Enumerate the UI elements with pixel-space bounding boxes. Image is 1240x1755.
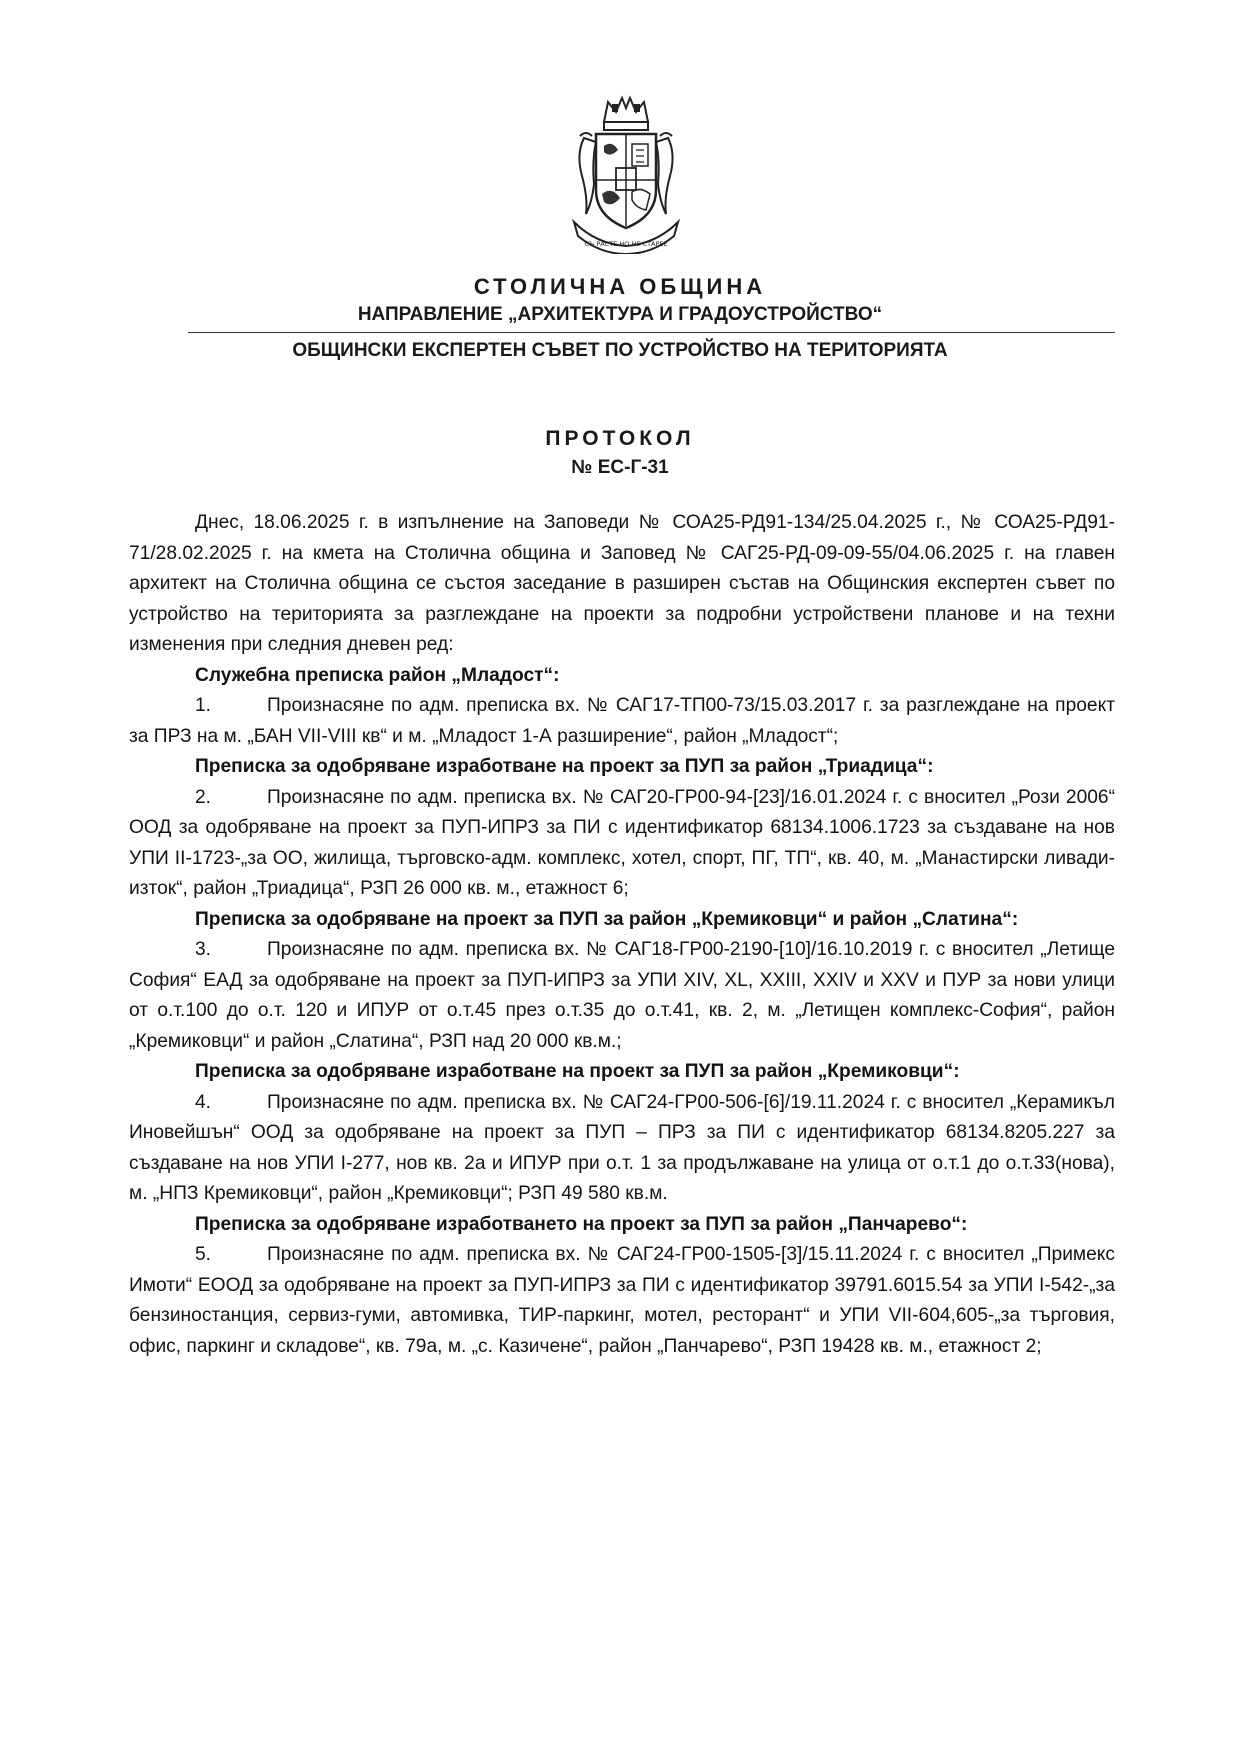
agenda-item-text: Произнасяне по адм. преписка вх. № САГ24-ГР00-1505-[3]/15.11.2024 г. с вносител „Примекс Имоти“ ЕООД за одобряване на проект за ПУП-ИПРЗ за ПИ с идентификатор 39791.6015.54 за УПИ I-542-„за бензиностанция, сервиз-гуми, автомивка, ТИР-паркинг, мотел, ресторант“ и УПИ VII-604,605-„за търговия, офис, паркинг и складове“, кв. 79а, м. „с. Казичене“, район „Панчарево“, РЗП 19428 кв. м., етажност 2; — [129, 1244, 1115, 1357]
agenda-item-text: Произнасяне по адм. преписка вх. № САГ24-ГР00-506-[6]/19.11.2024 г. с вносител „Керамикъл Иновейшън“ ООД за одобряване на проект за ПУП – ПРЗ за ПИ с идентификатор 68134.8205.227 за създаване на нов УПИ I-277, нов кв. 2а и ИПУР при о.т. 1 за продължаване на улица от о.т.1 до о.т.33(нова), м. „НПЗ Кремиковци“, район „Кремиковци“; РЗП 49 580 кв.м. — [129, 1091, 1115, 1204]
crest-motto: СЪ РАСТЕ НО НЕ СТАРЕЕ — [584, 240, 668, 248]
agenda-item-number: 5. — [195, 1244, 212, 1265]
agenda-item — [129, 1240, 1115, 1362]
agenda-item-text: Произнасяне по адм. преписка вх. № САГ20-ГР00-94-[23]/16.01.2024 г. с вносител „Рози 2006“ ООД за одобряване на проект за ПУП-ИПРЗ за ПИ с идентификатор 68134.1006.1723 за създаване на нов УПИ II-1723-„за ОО, жилища, търговско-адм. комплекс, хотел, спорт, ПГ, ТП“, кв. 40, м. „Манастирски ливади-изток“, район „Триадица“, РЗП 26 000 кв. м., етажност 6; — [129, 786, 1115, 899]
department-name: НАПРАВЛЕНИЕ „АРХИТЕКТУРА И ГРАДОУСТРОЙСТВО“ — [357, 304, 883, 325]
section-heading: Преписка за одобряване изработване на проект за ПУП за район „Триадица“: — [195, 756, 934, 777]
header-divider — [188, 332, 1115, 333]
agenda-item-number: 3. — [195, 939, 212, 960]
agenda-item — [129, 691, 1115, 752]
council-name: ОБЩИНСКИ ЕКСПЕРТЕН СЪВЕТ ПО УСТРОЙСТВО НА ТЕРИТОРИЯТА — [292, 340, 948, 361]
sofia-coat-of-arms-icon — [566, 94, 686, 254]
agenda-item-number: 4. — [195, 1091, 212, 1113]
section-heading: Преписка за одобряване на проект за ПУП за район „Кремиковци“ и район „Слатина“: — [195, 908, 1019, 930]
agenda-item — [129, 1088, 1115, 1210]
protocol-title: ПРОТОКОЛ — [545, 427, 695, 450]
protocol-number: № ЕС-Г-31 — [571, 457, 669, 478]
section-heading: Преписка за одобряване изработване на проект за ПУП за район „Кремиковци“: — [195, 1061, 960, 1082]
agenda-item-number: 2. — [195, 786, 212, 808]
organization-name: СТОЛИЧНА ОБЩИНА — [473, 274, 767, 299]
agenda-item — [129, 935, 1115, 1057]
intro-paragraph: Днес, 18.06.2025 г. в изпълнение на Заповеди № СОА25-РД91-134/25.04.2025 г., № СОА25-РД91-71/28.02.2025 г. на кмета на Столична община и Заповед № САГ25-РД-09-09-55/04.06.2025 г. на главен архитект на Столична община се състоя заседание в разширен състав на Общинския експертен съвет по устройство на територията за разглеждане на проекти за подробни устройствени планове и на техни изменения при следния дневен ред: — [129, 512, 1115, 655]
section-heading: Преписка за одобряване изработването на проект за ПУП за район „Панчарево“: — [195, 1213, 968, 1235]
agenda-item-number: 1. — [195, 695, 212, 716]
agenda-item-text: Произнасяне по адм. преписка вх. № САГ17-ТП00-73/15.03.2017 г. за разглеждане на проект за ПРЗ на м. „БАН VII-VIII кв“ и м. „Младост 1-А разширение“, район „Младост“; — [129, 695, 1115, 747]
agenda-item-text: Произнасяне по адм. преписка вх. № САГ18-ГР00-2190-[10]/16.10.2019 г. с вносител „Летище София“ ЕАД за одобряване на проект за ПУП-ИПРЗ за УПИ XIV, XL, XXIII, XXIV и XXV и ПУР за нови улици от о.т.100 до о.т. 120 и ИПУР от о.т.45 през о.т.35 до о.т.41, кв. 2, м. „Летищен комплекс-София“, район „Кремиковци“ и район „Слатина“, РЗП над 20 000 кв.м.; — [129, 939, 1115, 1052]
document-body — [129, 508, 1115, 1362]
agenda-item — [129, 783, 1115, 905]
section-heading: Служебна преписка район „Младост“: — [195, 664, 560, 686]
